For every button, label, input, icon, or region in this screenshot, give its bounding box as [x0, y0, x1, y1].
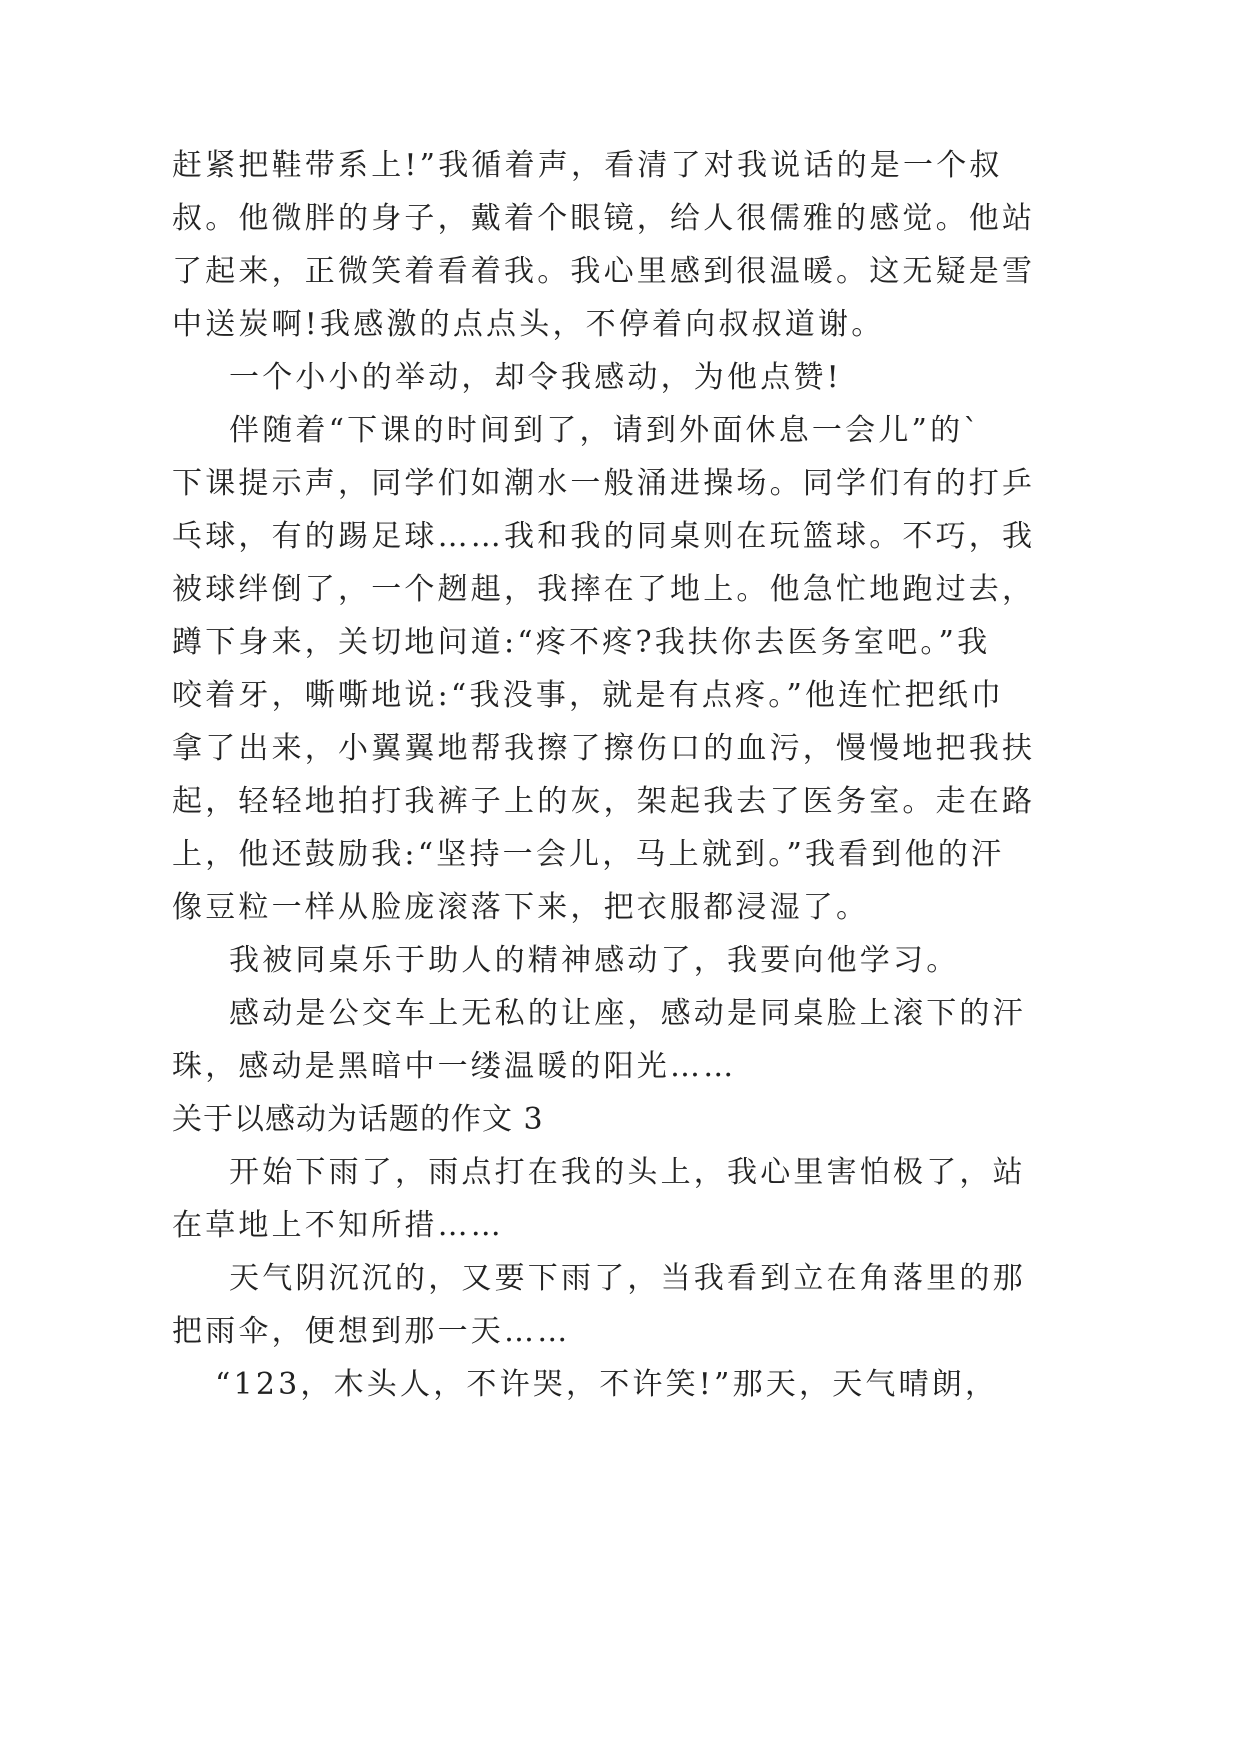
body-text-line: 中送炭啊!我感激的点点头，不停着向叔叔道谢。	[172, 307, 885, 342]
body-text-line: 乓球，有的踢足球……我和我的同桌则在玩篮球。不巧，我	[172, 519, 1036, 554]
body-text-line: 叔。他微胖的身子，戴着个眼镜，给人很儒雅的感觉。他站	[172, 201, 1036, 236]
paragraph-first-line: 天气阴沉沉的，又要下雨了，当我看到立在角落里的那	[229, 1261, 1026, 1296]
body-text-line: 被球绊倒了，一个趔趄，我摔在了地上。他急忙地跑过去，	[172, 572, 1036, 607]
paragraph-first-line: “123，木头人，不许哭，不许笑!”那天，天气晴朗，	[215, 1367, 999, 1402]
body-text-line: 把雨伞，便想到那一天……	[172, 1314, 571, 1349]
body-text-line: 咬着牙，嘶嘶地说:“我没事，就是有点疼。”他连忙把纸巾	[172, 678, 1005, 713]
body-text-line: 赶紧把鞋带系上!”我循着声，看清了对我说话的是一个叔	[172, 148, 1003, 183]
body-text-line: 像豆粒一样从脸庞滚落下来，把衣服都浸湿了。	[172, 890, 870, 925]
section-heading: 关于以感动为话题的作文 3	[172, 1102, 544, 1137]
paragraph-first-line: 我被同桌乐于助人的精神感动了，我要向他学习。	[229, 943, 960, 978]
body-text-line: 了起来，正微笑着看着我。我心里感到很温暖。这无疑是雪	[172, 254, 1036, 289]
paragraph-first-line: 一个小小的举动，却令我感动，为他点赞!	[229, 360, 842, 395]
body-text-line: 珠，感动是黑暗中一缕温暖的阳光……	[172, 1049, 737, 1084]
body-text-line: 起，轻轻地拍打我裤子上的灰，架起我去了医务室。走在路	[172, 784, 1036, 819]
body-text-line: 下课提示声，同学们如潮水一般涌进操场。同学们有的打乒	[172, 466, 1036, 501]
body-text-line: 蹲下身来，关切地问道:“疼不疼?我扶你去医务室吧。”我	[172, 625, 991, 660]
paragraph-first-line: 感动是公交车上无私的让座，感动是同桌脸上滚下的汗	[229, 996, 1026, 1031]
body-text-line: 上，他还鼓励我:“坚持一会儿，马上就到。”我看到他的汗	[172, 837, 1005, 872]
body-text-line: 在草地上不知所措……	[172, 1208, 504, 1243]
paragraph-first-line: 伴随着“下课的时间到了，请到外面休息一会儿”的`	[229, 413, 982, 448]
body-text-line: 拿了出来，小翼翼地帮我擦了擦伤口的血污，慢慢地把我扶	[172, 731, 1036, 766]
paragraph-first-line: 开始下雨了，雨点打在我的头上，我心里害怕极了，站	[229, 1155, 1026, 1190]
